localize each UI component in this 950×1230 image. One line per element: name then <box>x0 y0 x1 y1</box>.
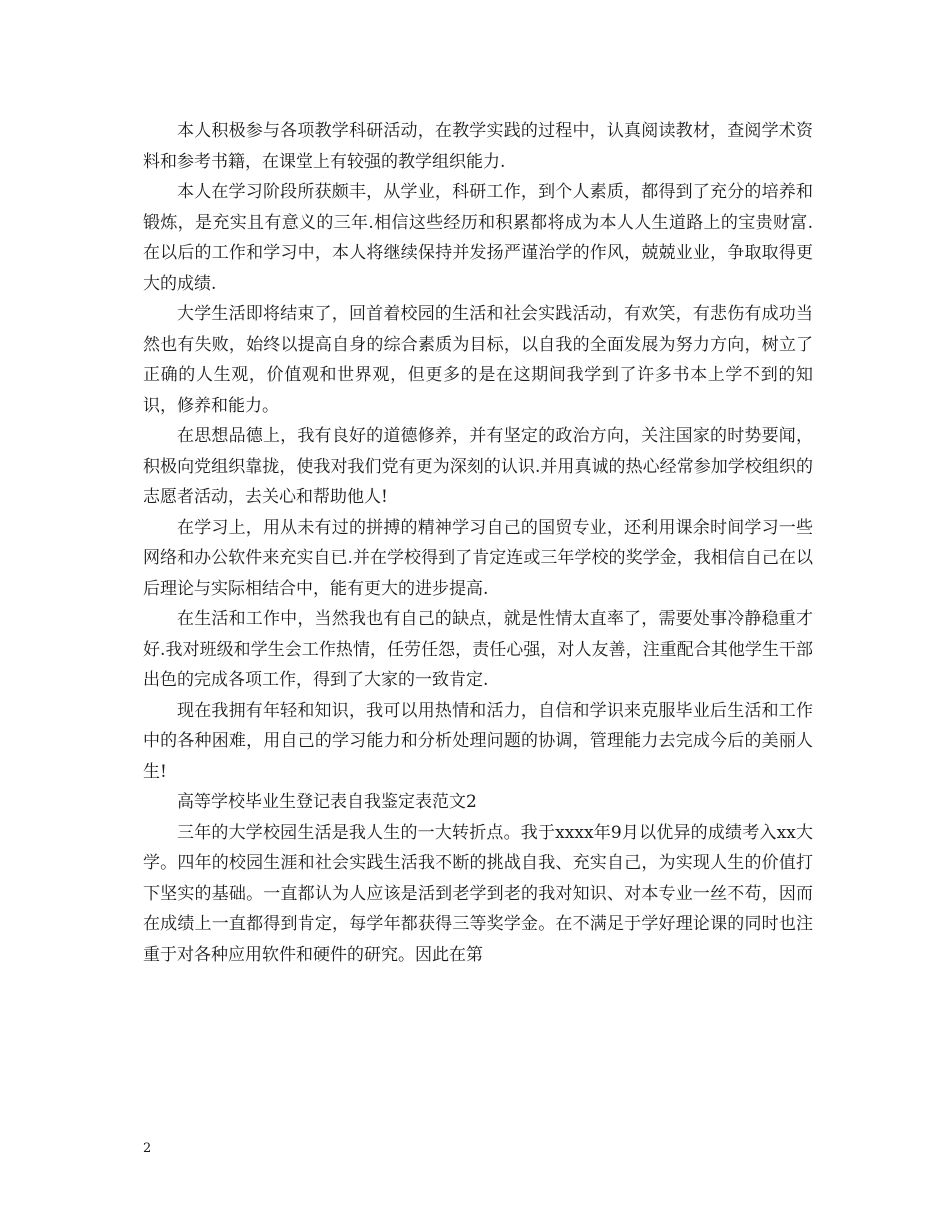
page-body <box>143 116 813 970</box>
paragraph: 现在我拥有年轻和知识，我可以用热情和活力，自信和学识来克服毕业后生活和工作中的各种困难，用自己的学习能力和分析处理问题的协调，管理能力去完成今后的美丽人生! <box>143 700 813 782</box>
paragraph: 大学生活即将结束了，回首着校园的生活和社会实践活动，有欢笑，有悲伤有成功当然也有失败，始终以提高自身的综合素质为目标，以自我的全面发展为努力方向，树立了正确的人生观，价值观和世界观，但更多的是在这期间我学到了许多书本上学不到的知识，修养和能力。 <box>143 304 813 416</box>
paragraph: 在思想品德上，我有良好的道德修养，并有坚定的政治方向，关注国家的时势要闻，积极向党组织靠拢，使我对我们党有更为深刻的认识.并用真诚的热心经常参加学校组织的志愿者活动，去关心和帮助他人! <box>143 426 813 507</box>
section-heading: 高等学校毕业生登记表自我鉴定表范文2 <box>177 792 477 812</box>
paragraph: 在生活和工作中，当然我也有自己的缺点，就是性情太直率了，需要处事冷静稳重才好.我对班级和学生会工作热情，任劳任怨，责任心强，对人友善，注重配合其他学生干部出色的完成各项工作，得到了大家的一致肯定. <box>143 609 813 690</box>
paragraph: 在学习上，用从未有过的拼搏的精神学习自己的国贸专业，还利用课余时间学习一些网络和办公软件来充实自已.并在学校得到了肯定连或三年学校的奖学金，我相信自己在以后理论与实际相结合中，能有更大的进步提高. <box>143 517 813 599</box>
paragraph: 本人积极参与各项教学科研活动，在教学实践的过程中，认真阅读教材，查阅学术资料和参考书籍，在课堂上有较强的教学组织能力. <box>143 121 813 172</box>
paragraph: 三年的大学校园生活是我人生的一大转折点。我于xxxx年9月以优异的成绩考入xx大学。四年的校园生涯和社会实践生活我不断的挑战自我、充实自己，为实现人生的价值打下坚实的基础。一直都认为人应该是活到老学到老的我对知识、对本专业一丝不苟，因而在成绩上一直都得到肯定，每学年都获得三等奖学金。在不满足于学好理论课的同时也注重于对各种应用软件和硬件的研究。因此在第 <box>143 822 813 965</box>
page-number: 2 <box>143 1141 152 1156</box>
paragraph: 本人在学习阶段所获颇丰，从学业，科研工作，到个人素质，都得到了充分的培养和锻炼，是充实且有意义的三年.相信这些经历和积累都将成为本人人生道路上的宝贵财富.在以后的工作和学习中，本人将继续保持并发扬严谨治学的作风，兢兢业业，争取取得更大的成绩. <box>143 182 813 294</box>
